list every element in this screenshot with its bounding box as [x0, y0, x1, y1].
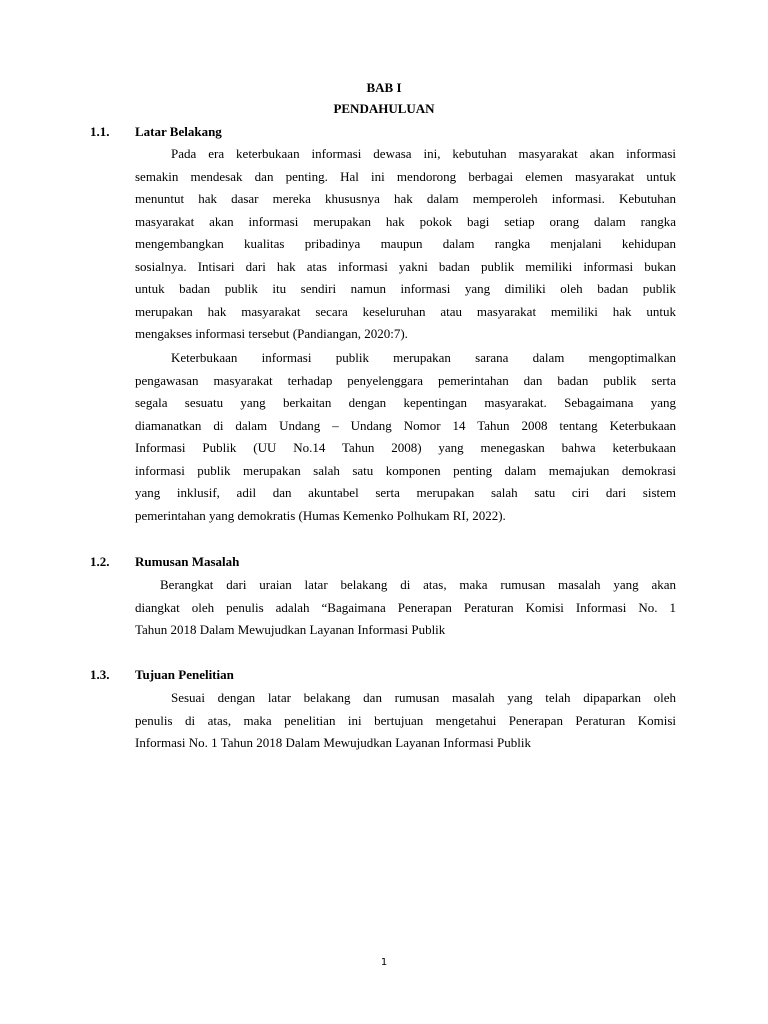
text-line: segala sesuatu yang berkaitan dengan kepentingan masyarakat. Sebagaimana yang [135, 395, 676, 410]
text-line: merupakan hak masyarakat secara keseluruhan atau masyarakat memiliki hak untuk [135, 303, 676, 319]
text-line: pengawasan masyarakat terhadap penyelenggara pemerintahan dan badan publik serta [135, 372, 676, 388]
text-line: Tahun 2018 Dalam Mewujudkan Layanan Informasi Publik [135, 622, 446, 637]
text-line: Pada era keterbukaan informasi dewasa ini, kebutuhan masyarakat akan informasi [171, 146, 676, 161]
text-line: diangkat oleh penulis adalah “Bagaimana Penerapan Peraturan Komisi Informasi No. 1 [135, 599, 676, 615]
text-line: sosialnya. Intisari dari hak atas informasi yakni badan publik memiliki informasi bukan [135, 258, 676, 274]
chapter-title: PENDAHULUAN [333, 101, 435, 116]
chapter-label: BAB I [366, 80, 402, 95]
section-heading-latar-belakang [90, 124, 222, 140]
text-line: mengakses informasi tersebut (Pandiangan, 2020:7). [135, 326, 408, 341]
page-number: 1 [380, 957, 388, 968]
text-line: diamanatkan di dalam Undang – Undang Nomor 14 Tahun 2008 tentang Keterbukaan [135, 417, 676, 433]
section-title: Rumusan Masalah [135, 554, 240, 569]
section-number: 1.2. [90, 554, 110, 569]
section-heading-tujuan-penelitian [90, 667, 234, 683]
paragraph-latar-belakang-1 [135, 143, 676, 346]
text-line: Keterbukaan informasi publik merupakan sarana dalam mengoptimalkan [171, 350, 676, 365]
text-line: semakin mendesak dan penting. Hal ini mendorong berbagai elemen masyarakat untuk [135, 168, 676, 184]
text-line: yang inklusif, adil dan akuntabel serta merupakan salah satu ciri dari sistem [135, 485, 676, 500]
section-title: Latar Belakang [135, 124, 222, 139]
paragraph-latar-belakang-2 [135, 347, 676, 527]
section-number: 1.3. [90, 667, 110, 682]
text-line: menuntut hak dasar mereka khususnya hak dalam memperoleh informasi. Kebutuhan [135, 191, 676, 206]
text-line: masyarakat akan informasi merupakan hak pokok bagi setiap orang dalam rangka [135, 213, 676, 229]
section-number: 1.1. [90, 124, 110, 139]
text-line: informasi publik merupakan salah satu komponen penting dalam memajukan demokrasi [135, 462, 676, 478]
section-title: Tujuan Penelitian [135, 667, 234, 682]
paragraph-tujuan-penelitian [135, 687, 676, 755]
text-line: mengembangkan kualitas pribadinya maupun dalam rangka menjalani kehidupan [135, 236, 676, 251]
paragraph-rumusan-masalah [135, 574, 676, 642]
text-line: Sesuai dengan latar belakang dan rumusan masalah yang telah dipaparkan oleh [171, 690, 676, 705]
text-line: Informasi No. 1 Tahun 2018 Dalam Mewujudkan Layanan Informasi Publik [135, 735, 531, 750]
text-line: pemerintahan yang demokratis (Humas Kemenko Polhukam RI, 2022). [135, 507, 506, 523]
section-heading-rumusan-masalah [90, 554, 239, 570]
text-line: Informasi Publik (UU No.14 Tahun 2008) yang menegaskan bahwa keterbukaan [135, 440, 676, 455]
text-line: untuk badan publik itu sendiri namun informasi yang dimiliki oleh badan publik [135, 281, 676, 296]
text-line: penulis di atas, maka penelitian ini bertujuan mengetahui Penerapan Peraturan Komisi [135, 712, 676, 728]
text-line: Berangkat dari uraian latar belakang di atas, maka rumusan masalah yang akan [160, 577, 676, 592]
